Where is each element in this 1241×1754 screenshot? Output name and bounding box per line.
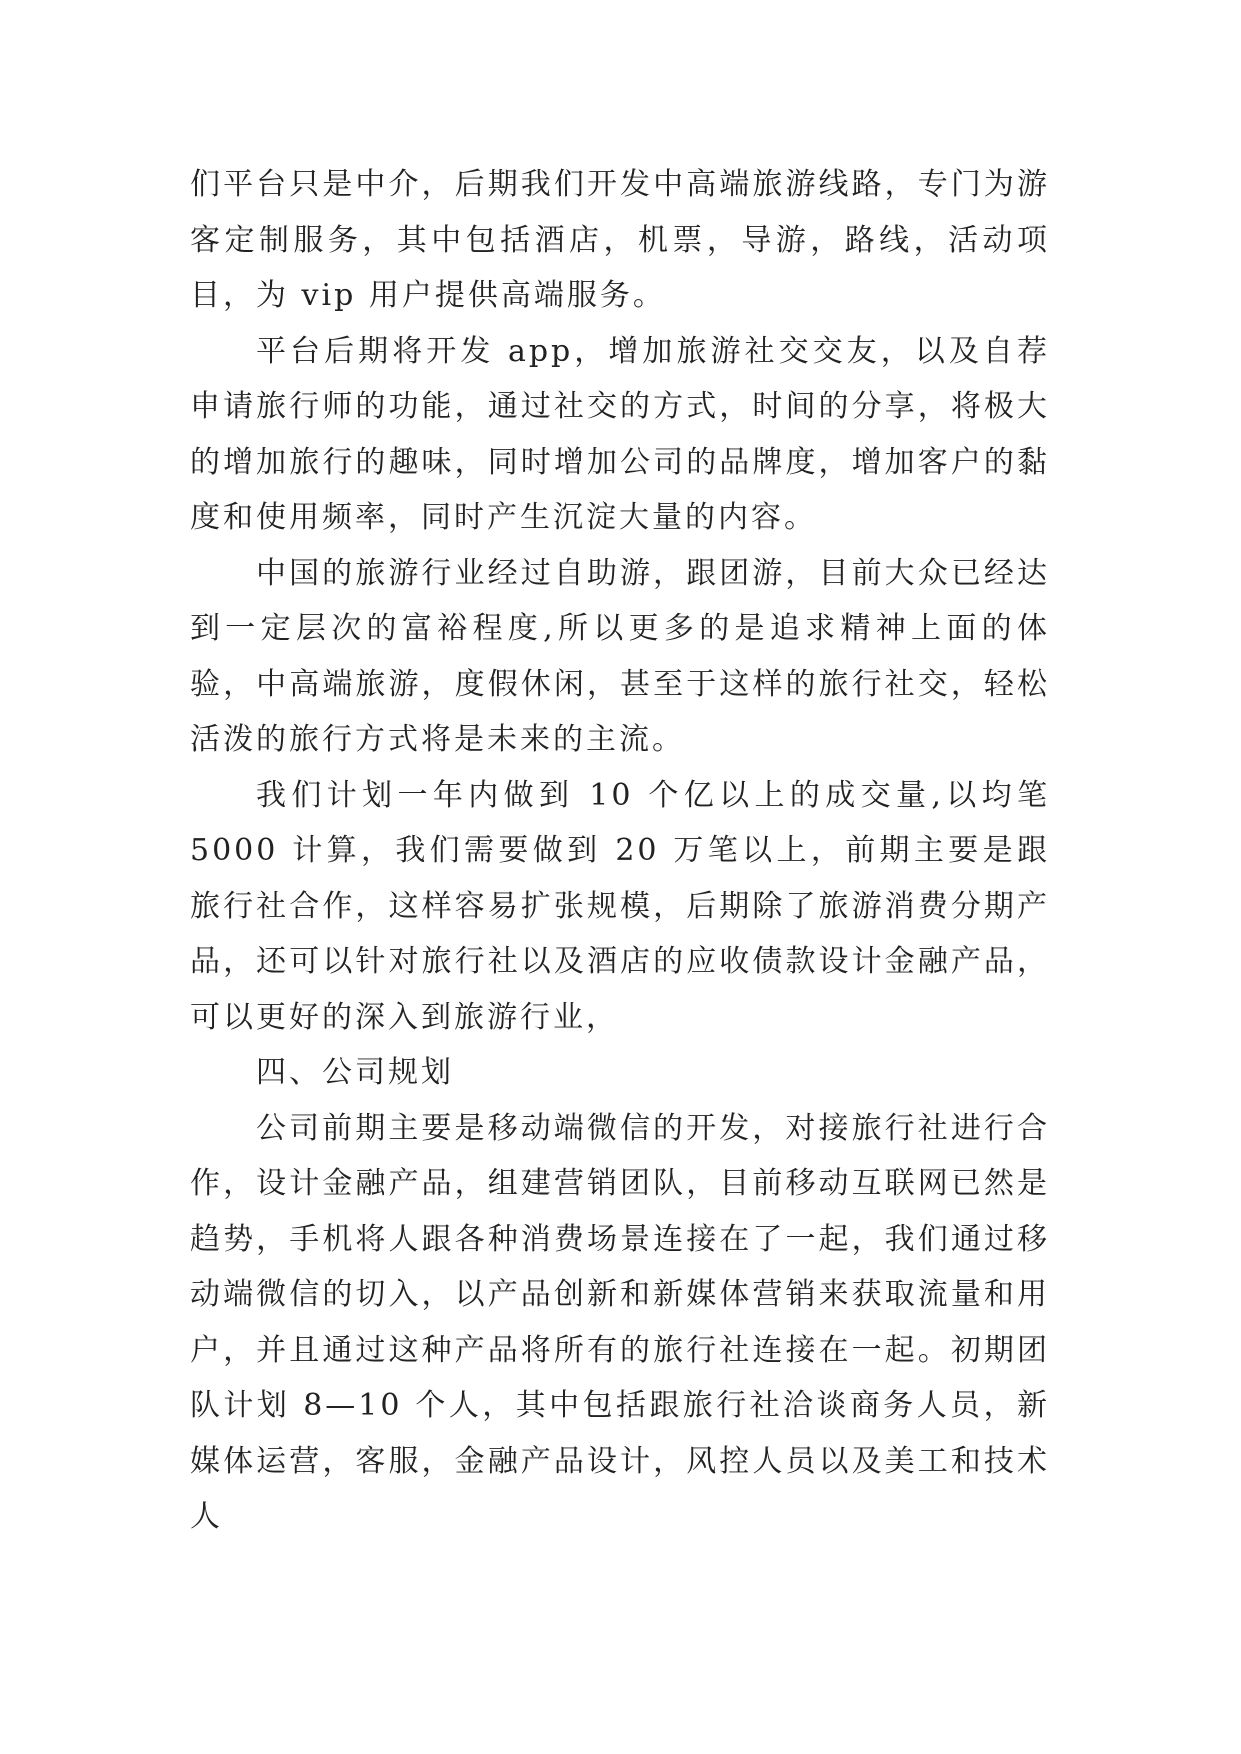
document-body xyxy=(190,157,1050,1545)
paragraph-industry-trend: 中国的旅游行业经过自助游，跟团游，目前大众已经达到一定层次的富裕程度,所以更多的是追求精神上面的体验，中高端旅游，度假休闲，甚至于这样的旅行社交，轻松活泼的旅行方式将是未来的主流。 xyxy=(190,555,1050,757)
paragraph-app-development: 平台后期将开发 app，增加旅游社交交友，以及自荐申请旅行师的功能，通过社交的方式，时间的分享，将极大的增加旅行的趣味，同时增加公司的品牌度，增加客户的黏度和使用频率，同时产生沉淀大量的内容。 xyxy=(190,333,1050,535)
section-heading-company-planning: 四、公司规划 xyxy=(256,1055,454,1090)
paragraph-platform-intermediary: 们平台只是中介，后期我们开发中高端旅游线路，专门为游客定制服务，其中包括酒店，机票，导游，路线，活动项目，为 vip 用户提供高端服务。 xyxy=(190,167,1050,313)
paragraph-company-planning: 公司前期主要是移动端微信的开发，对接旅行社进行合作，设计金融产品，组建营销团队，目前移动互联网已然是趋势，手机将人跟各种消费场景连接在了一起，我们通过移动端微信的切入，以产品创新和新媒体营销来获取流量和用户，并且通过这种产品将所有的旅行社连接在一起。初期团队计划 8—10 个人，其中包括跟旅行社洽谈商务人员，新媒体运营，客服，金融产品设计，风控人员以及美工和技术人 xyxy=(190,1110,1050,1534)
paragraph-transaction-plan: 我们计划一年内做到 10 个亿以上的成交量,以均笔 5000 计算，我们需要做到 20 万笔以上，前期主要是跟旅行社合作，这样容易扩张规模，后期除了旅游消费分期产品，还可以针对旅行社以及酒店的应收债款设计金融产品，可以更好的深入到旅游行业， xyxy=(190,777,1050,1035)
